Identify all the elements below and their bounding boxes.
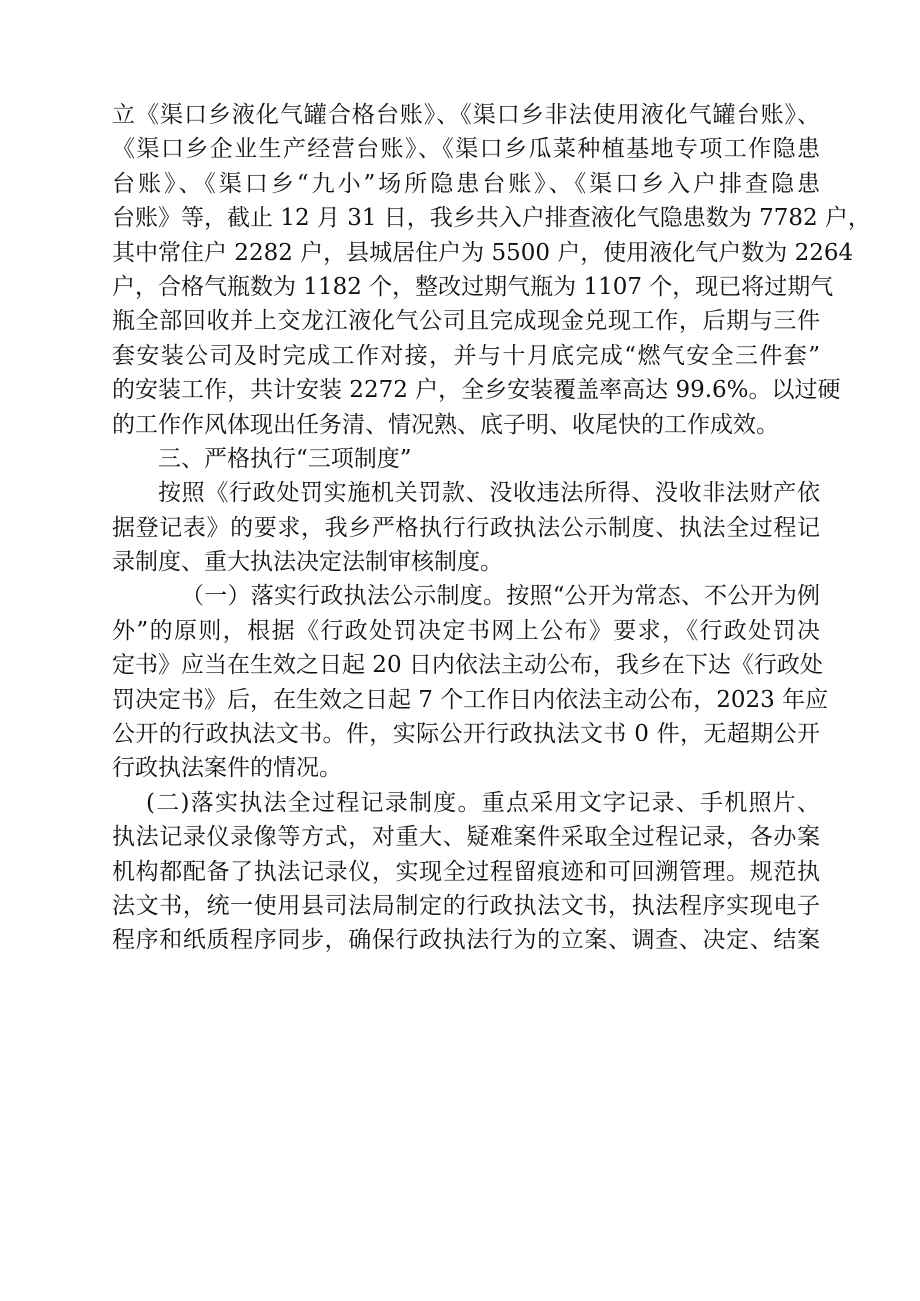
paragraph-line: 行政执法案件的情况。	[112, 755, 342, 782]
paragraph-line: 其中常住户 2282 户，县城居住户为 5500 户，使用液化气户数为 2264	[112, 239, 854, 266]
paragraph-line: 套安装公司及时完成工作对接，并与十月底完成“燃气安全三件套”	[112, 342, 820, 369]
paragraph-line: 法文书，统一使用县司法局制定的行政执法文书，执法程序实现电子	[112, 892, 820, 919]
paragraph-2	[112, 476, 820, 579]
paragraph-4	[112, 786, 820, 958]
paragraph-line: 按照《行政处罚实施机关罚款、没收违法所得、没收非法财产依	[158, 480, 820, 507]
paragraph-line: (二)落实执法全过程记录制度。重点采用文字记录、手机照片、	[146, 789, 820, 816]
paragraph-line: 台账》等，截止 12 月 31 日，我乡共入户排查液化气隐患数为 7782 户，	[112, 205, 871, 232]
paragraph-line: 的安装工作，共计安装 2272 户，全乡安装覆盖率高达 99.6%。以过硬	[112, 377, 841, 404]
paragraph-line: 机构都配备了执法记录仪，实现全过程留痕迹和可回溯管理。规范执	[112, 858, 820, 885]
paragraph-line: （一）落实行政执法公示制度。按照“公开为常态、不公开为例	[181, 583, 820, 610]
paragraph-line: 《渠口乡企业生产经营台账》、《渠口乡瓜菜种植基地专项工作隐患	[112, 136, 820, 163]
paragraph-line: 罚决定书》后，在生效之日起 7 个工作日内依法主动公布，2023 年应	[112, 686, 829, 713]
paragraph-line: 瓶全部回收并上交龙江液化气公司且完成现金兑现工作，后期与三件	[112, 308, 820, 335]
paragraph-line: 程序和纸质程序同步，确保行政执法行为的立案、调查、决定、结案	[112, 927, 820, 954]
paragraph-line: 定书》应当在生效之日起 20 日内依法主动公布，我乡在下达《行政处	[112, 652, 823, 679]
paragraph-line: 公开的行政执法文书。件，实际公开行政执法文书 0 件，无超期公开	[112, 721, 820, 748]
paragraph-1	[112, 98, 871, 442]
paragraph-line: 户，合格气瓶数为 1182 个，整改过期气瓶为 1107 个，现已将过期气	[112, 273, 834, 300]
paragraph-line: 台账》、《渠口乡“九小”场所隐患台账》、《渠口乡入户排查隐患	[112, 170, 820, 197]
paragraph-line: 据登记表》的要求，我乡严格执行行政执法公示制度、执法全过程记	[112, 514, 820, 541]
document-body	[112, 98, 871, 958]
paragraph-line: 外”的原则，根据《行政处罚决定书网上公布》要求，《行政处罚决	[112, 617, 820, 644]
paragraph-line: 立《渠口乡液化气罐合格台账》、《渠口乡非法使用液化气罐台账》、	[112, 102, 820, 128]
paragraph-line: 的工作作风体现出任务清、情况熟、底子明、收尾快的工作成效。	[112, 411, 779, 438]
section-heading: 三、严格执行“三项制度”	[158, 445, 412, 472]
paragraph-line: 录制度、重大执法决定法制审核制度。	[112, 549, 503, 576]
paragraph-3	[112, 579, 829, 785]
paragraph-line: 执法记录仪录像等方式，对重大、疑难案件采取全过程记录，各办案	[112, 824, 820, 851]
